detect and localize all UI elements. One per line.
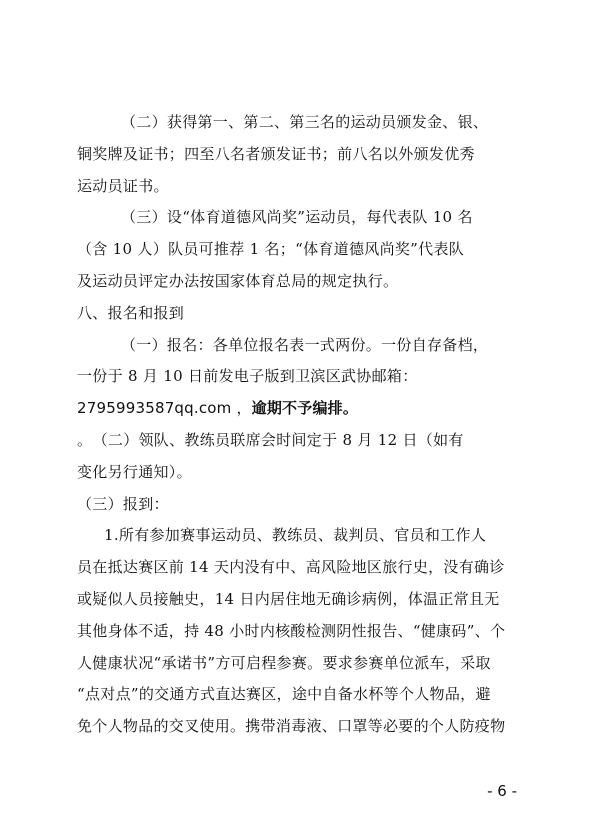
- text-line-2: 铜奖牌及证书；四至八名者颁发证书；前八名以外颁发优秀: [77, 145, 475, 163]
- text-line-15: 员在抵达赛区前 14 天内没有中、高风险地区旅行史，没有确诊: [77, 558, 505, 576]
- text-line-16: 或疑似人员接触史，14 日内居住地无确诊病例，体温正常且无: [77, 590, 500, 608]
- email-address: 2795993587qq.com ，: [77, 399, 252, 417]
- page-number: - 6 -: [487, 782, 517, 800]
- text-line-19: “点对点”的交通方式直达赛区，途中自备水杯等个人物品，避: [77, 685, 491, 703]
- text-line-13: （三）报到：: [77, 495, 169, 513]
- text-line-4: （三）设“体育道德风尚奖”运动员，每代表队 10 名: [121, 208, 473, 226]
- text-line-17: 其他身体不适，持 48 小时内核酸检测阴性报告、“健康码”、个: [77, 622, 506, 640]
- text-line-18: 人健康状况“承诺书”方可启程参赛。要求参赛单位派车，采取: [77, 654, 491, 672]
- email-line: [77, 398, 358, 418]
- text-line-1: （二）获得第一、第二、第三名的运动员颁发金、银、: [121, 113, 489, 131]
- text-line-8: （一）报名：各单位报名表一式两份。一份自存备档，: [121, 336, 489, 354]
- text-line-11: 。 （二）领队、教练员联席会时间定于 8 月 12 日（如有: [77, 431, 464, 449]
- text-line-20: 免个人物品的交叉使用。携带消毒液、口罩等必要的个人防疫物: [77, 717, 506, 735]
- text-line-5: （含 10 人）队员可推荐 1 名；“体育道德风尚奖”代表队: [77, 240, 465, 258]
- text-line-9: 一份于 8 月 10 日前发电子版到卫滨区武协邮箱：: [77, 367, 418, 385]
- text-line-12: 变化另行通知）。: [77, 463, 192, 481]
- text-line-6: 及运动员评定办法按国家体育总局的规定执行。: [77, 272, 399, 290]
- text-line-3: 运动员证书。: [77, 177, 169, 195]
- deadline-warning: 逾期不予编排。: [251, 399, 359, 417]
- text-line-14: 1.所有参加赛事运动员、教练员、裁判员、官员和工作人: [104, 526, 487, 544]
- section-heading-registration: 八、报名和报到: [77, 304, 185, 322]
